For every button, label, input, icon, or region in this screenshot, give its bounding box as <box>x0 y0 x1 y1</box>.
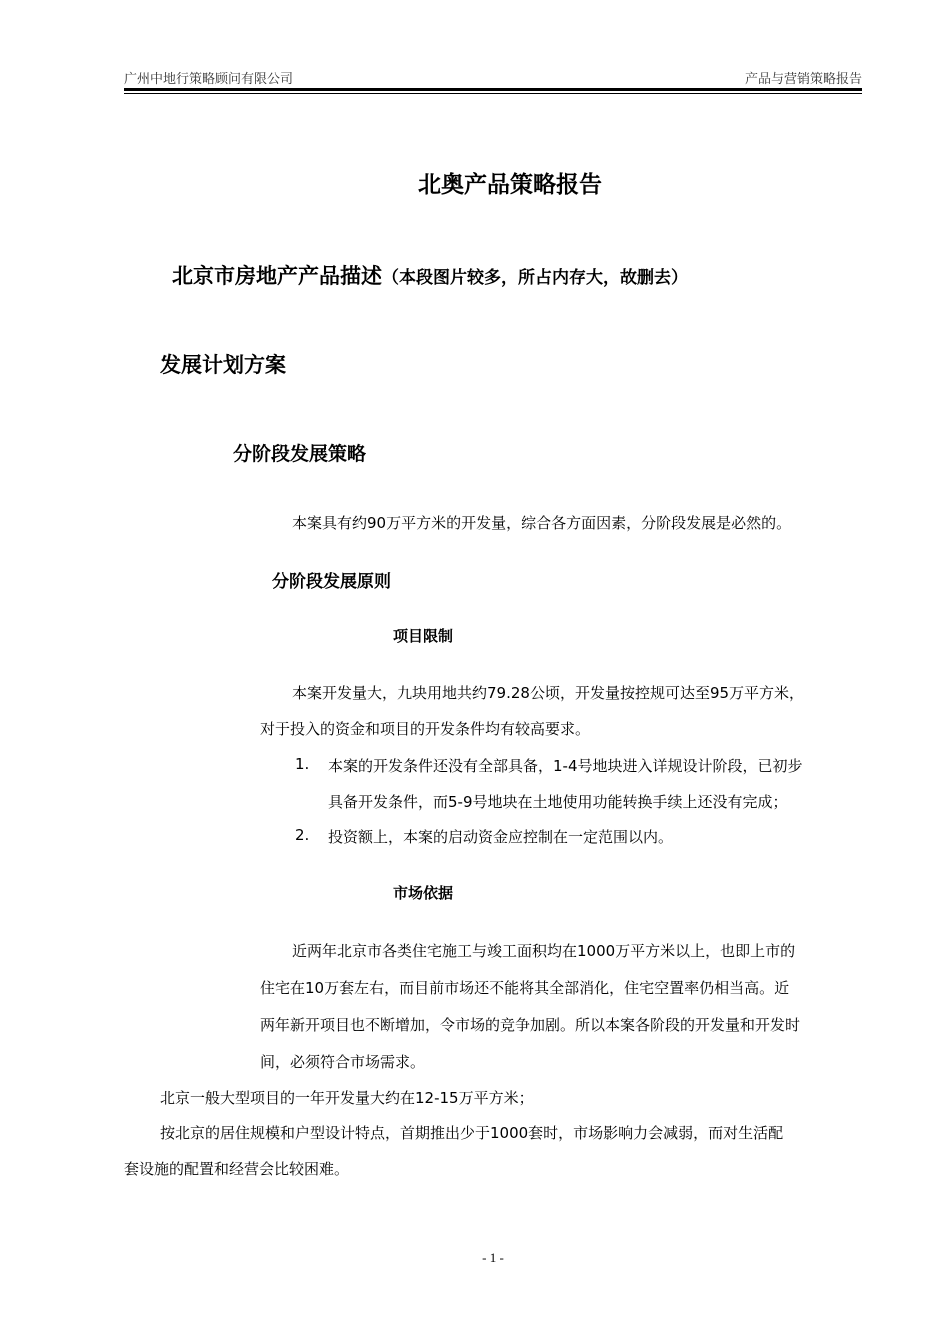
section-heading-1-note: （本段图片较多，所占内存大，故删去） <box>382 268 688 288</box>
paragraph-line: 两年新开项目也不断增加，令市场的竞争加剧。所以本案各阶段的开发量和开发时 <box>260 1016 801 1034</box>
paragraph-line: 本案开发量大，九块用地共约79.28公顷，开发量按控规可达至95万平方米， <box>292 684 805 702</box>
list-item-line: 本案的开发条件还没有全部具备，1-4号地块进入详规设计阶段，已初步 <box>328 757 803 775</box>
header-company: 广州中地行策略顾问有限公司 <box>124 71 294 86</box>
document-title: 北奥产品策略报告 <box>418 172 602 198</box>
intro-paragraph: 本案具有约90万平方米的开发量，综合各方面因素，分阶段发展是必然的。 <box>292 514 792 532</box>
paragraph-line: 对于投入的资金和项目的开发条件均有较高要求。 <box>260 720 591 738</box>
header-rule-thick <box>124 88 862 91</box>
header-report-name: 产品与营销策略报告 <box>744 71 862 86</box>
subsection-title-project-limits: 项目限制 <box>393 627 454 645</box>
list-item-line: 投资额上，本案的启动资金应控制在一定范围以内。 <box>328 828 674 846</box>
paragraph-line: 按北京的居住规模和户型设计特点，首期推出少于1000套时，市场影响力会减弱，而对生活配 <box>160 1124 784 1142</box>
list-item-line: 具备开发条件，而5-9号地块在土地使用功能转换手续上还没有完成； <box>328 793 788 811</box>
list-item-number: 1. <box>295 755 310 773</box>
paragraph-line: 间，必须符合市场需求。 <box>260 1053 426 1071</box>
paragraph-line: 住宅在10万套左右，而目前市场还不能将其全部消化，住宅空置率仍相当高。近 <box>260 979 790 997</box>
list-item-number: 2. <box>295 826 310 844</box>
page-number: - 1 - <box>482 1250 504 1265</box>
section-heading-3: 分阶段发展策略 <box>233 443 367 465</box>
subsection-title-market-basis: 市场依据 <box>393 884 454 902</box>
paragraph-line: 近两年北京市各类住宅施工与竣工面积均在1000万平方米以上，也即上市的 <box>292 942 796 960</box>
section-heading-1-text: 北京市房地产产品描述 <box>172 264 382 288</box>
section-heading-4: 分阶段发展原则 <box>272 572 391 592</box>
paragraph-line: 套设施的配置和经营会比较困难。 <box>124 1160 350 1178</box>
section-heading-2: 发展计划方案 <box>160 353 286 377</box>
paragraph-line: 北京一般大型项目的一年开发量大约在12-15万平方米； <box>160 1089 534 1107</box>
header-rule-thin <box>124 93 862 94</box>
section-heading-1 <box>172 260 688 290</box>
